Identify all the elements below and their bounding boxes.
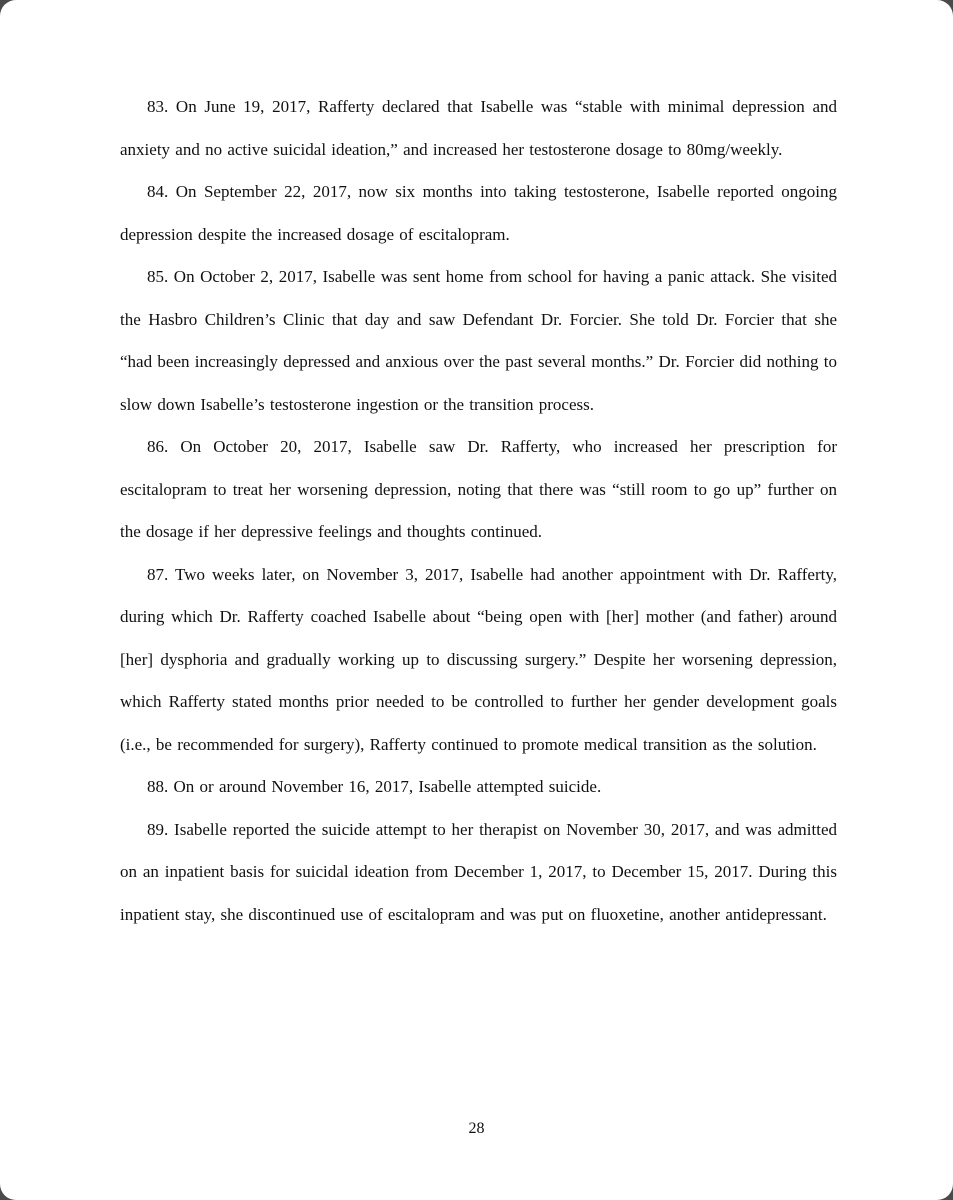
paragraph-85: 85. On October 2, 2017, Isabelle was sent home from school for having a panic attack. She visited the Hasbro Children’s Clinic that day and saw Defendant Dr. Forcier. She told Dr. Forcier that she “had been increasingly depressed and anxious over the past several months.” Dr. Forcier did nothing to slow down Isabelle’s testosterone ingestion or the transition process. <box>120 267 837 414</box>
paragraph-86: 86. On October 20, 2017, Isabelle saw Dr. Rafferty, who increased her prescription for escitalopram to treat her worsening depression, noting that there was “still room to go up” further on the dosage if her depressive feelings and thoughts continued. <box>120 437 837 541</box>
paragraph-89: 89. Isabelle reported the suicide attempt to her therapist on November 30, 2017, and was admitted on an inpatient basis for suicidal ideation from December 1, 2017, to December 15, 2017. During this inpatient stay, she discontinued use of escitalopram and was put on fluoxetine, another antidepressant. <box>120 819 837 924</box>
paragraph-83: 83. On June 19, 2017, Rafferty declared that Isabelle was “stable with minimal depression and anxiety and no active suicidal ideation,” and increased her testosterone dosage to 80mg/weekly. <box>120 97 837 159</box>
paragraph-88: 88. On or around November 16, 2017, Isabelle attempted suicide. <box>147 777 602 796</box>
paragraph-84: 84. On September 22, 2017, now six months into taking testosterone, Isabelle reported ongoing depression despite the increased dosage of escitalopram. <box>120 182 837 244</box>
paragraph-87: 87. Two weeks later, on November 3, 2017, Isabelle had another appointment with Dr. Rafferty, during which Dr. Rafferty coached Isabelle about “being open with [her] mother (and father) around [her] dysphoria and gradually working up to discussing surgery.” Despite her worsening depression, which Rafferty stated months prior needed to be controlled to further her gender development goals (i.e., be recommended for surgery), Rafferty continued to promote medical transition as the solution. <box>120 564 837 754</box>
document-body <box>120 86 837 936</box>
page-number: 28 <box>468 1120 485 1137</box>
